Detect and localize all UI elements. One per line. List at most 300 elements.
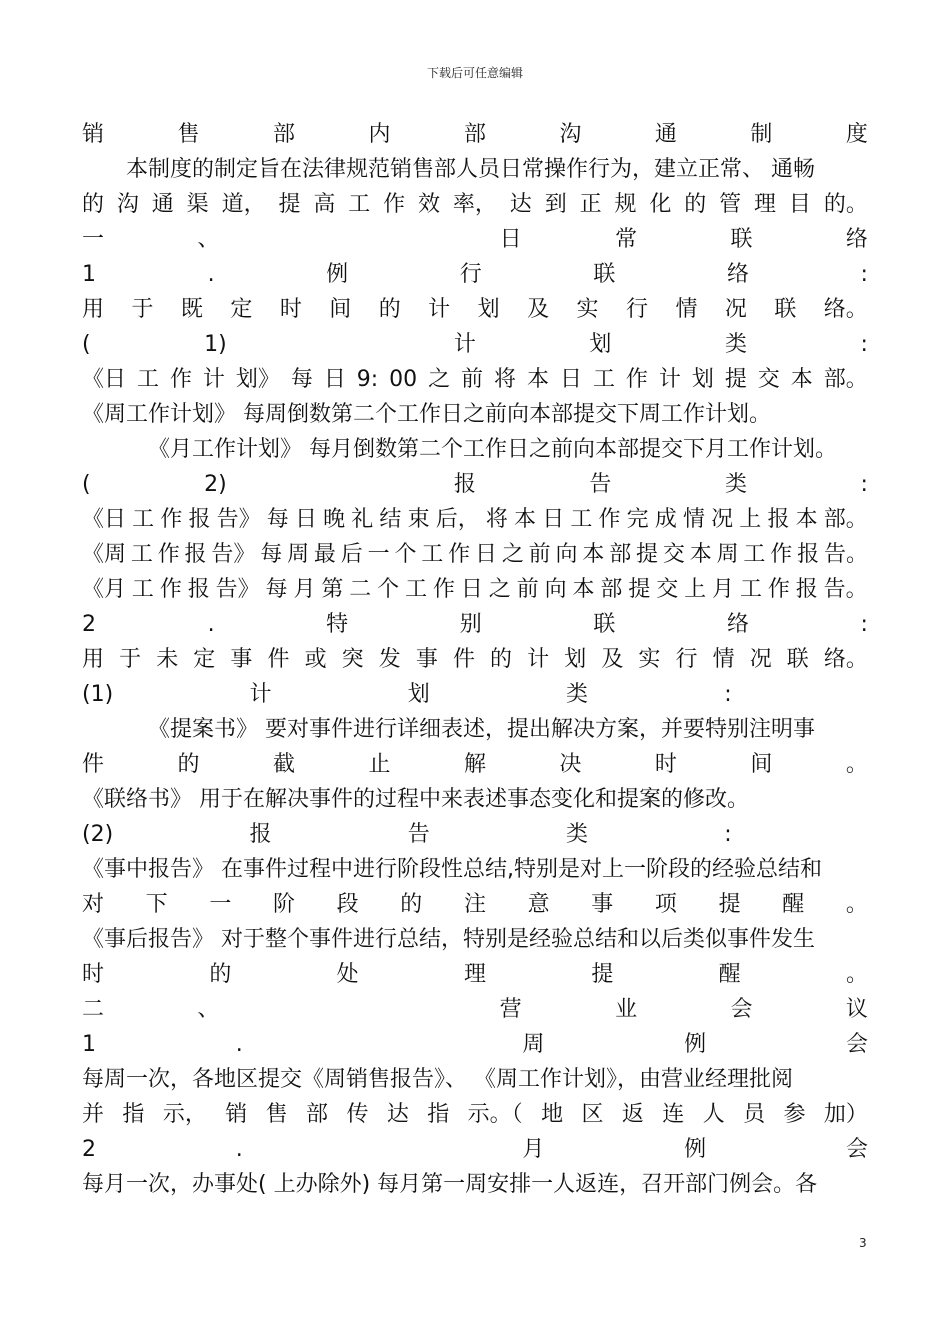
line-token: 将 <box>485 507 508 532</box>
line-token: 人 <box>702 1102 725 1127</box>
document-line <box>82 362 868 397</box>
line-token: 示， <box>162 1102 207 1127</box>
line-token: 划 <box>589 332 612 357</box>
document-line <box>82 992 868 1027</box>
line-token: 作 <box>159 577 182 602</box>
line-token: 络 <box>726 612 749 637</box>
line-token: 前 <box>461 367 484 392</box>
line-token: . <box>235 1032 243 1057</box>
line-token: 例 <box>684 1137 707 1162</box>
line-token: 结 <box>379 507 402 532</box>
line-token: 部 <box>600 577 623 602</box>
line-token: 传 <box>346 1102 369 1127</box>
line-token: 作 <box>625 367 648 392</box>
line-token: 提 <box>718 892 741 917</box>
line-token: 向 <box>544 577 567 602</box>
document-line: 《月工作计划》 每月倒数第二个工作日之前向本部提交下月工作计划。 <box>148 437 837 462</box>
document-line <box>82 817 868 852</box>
line-token: 事 <box>230 647 253 672</box>
line-token: 每 <box>265 577 288 602</box>
document-line <box>82 467 868 502</box>
line-token: : <box>860 612 868 637</box>
line-token: 况 <box>711 507 734 532</box>
document-line <box>82 537 868 572</box>
line-token: 络 <box>845 227 868 252</box>
line-token: 报 <box>795 577 818 602</box>
line-token: 理 <box>463 962 486 987</box>
line-token: 件 <box>452 647 475 672</box>
line-token: 划 <box>691 367 714 392</box>
line-token: 提 <box>636 542 659 567</box>
line-token: 到 <box>544 192 567 217</box>
document-line <box>82 117 868 152</box>
line-token: 销 <box>225 1102 248 1127</box>
line-token: 沟 <box>116 192 139 217</box>
line-token: 既 <box>180 297 203 322</box>
line-token: 连 <box>662 1102 685 1127</box>
line-token: 工 <box>570 507 593 532</box>
line-token: 报 <box>249 822 272 847</box>
line-token: 售 <box>265 1102 288 1127</box>
line-token: 实 <box>576 297 599 322</box>
line-token: 管 <box>719 192 742 217</box>
line-token: 件 <box>82 752 105 777</box>
line-token: 1 <box>82 262 96 287</box>
line-token: 正 <box>579 192 602 217</box>
line-token: 内 <box>368 122 391 147</box>
line-token: 行 <box>675 647 698 672</box>
line-token: 达 <box>386 1102 409 1127</box>
line-token: 第 <box>321 577 344 602</box>
line-token: 报 <box>187 577 210 602</box>
line-token: 解 <box>463 752 486 777</box>
document-body <box>82 117 868 1202</box>
line-token: 。 <box>845 962 868 987</box>
line-token: 《周 <box>82 542 127 567</box>
line-token: 告》 <box>215 577 260 602</box>
line-token: 告。 <box>823 542 868 567</box>
line-token: 时 <box>82 962 105 987</box>
line-token: 作 <box>169 367 192 392</box>
line-token: 道， <box>221 192 266 217</box>
line-token: 每 <box>260 542 283 567</box>
line-token: 00 <box>389 367 418 392</box>
line-token: : <box>860 332 868 357</box>
line-token: 止 <box>368 752 391 777</box>
line-token: 前 <box>516 577 539 602</box>
line-token: 报 <box>184 542 207 567</box>
line-token: 周 <box>522 1032 545 1057</box>
line-token: 、 <box>197 227 220 252</box>
line-token: 返 <box>621 1102 644 1127</box>
line-token: 日 <box>323 367 346 392</box>
line-token: 作 <box>432 577 455 602</box>
line-token: 事 <box>591 892 614 917</box>
line-token: 制 <box>750 122 773 147</box>
line-token: 提 <box>628 577 651 602</box>
document-line <box>82 642 868 677</box>
line-token: (1) <box>82 682 114 707</box>
line-token: 行 <box>625 297 648 322</box>
line-token: 本 <box>514 507 537 532</box>
document-line: 《事中报告》 在事件过程中进行阶段性总结,特别是对上一阶段的经验总结和 <box>82 857 822 882</box>
line-token: 提 <box>591 962 614 987</box>
line-token: 提 <box>278 192 301 217</box>
line-token: 2 <box>82 612 96 637</box>
line-token: 日 <box>460 577 483 602</box>
line-token: 处 <box>336 962 359 987</box>
line-token: 个 <box>377 577 400 602</box>
line-token: 工 <box>348 192 371 217</box>
line-token: 化 <box>649 192 672 217</box>
line-token: 段 <box>336 892 359 917</box>
line-token: 联 <box>774 297 797 322</box>
line-token: 况 <box>724 297 747 322</box>
line-token: 指 <box>122 1102 145 1127</box>
line-token: 前 <box>528 542 551 567</box>
line-token: ( <box>82 472 91 497</box>
line-token: 周 <box>716 542 739 567</box>
line-token: 况 <box>749 647 772 672</box>
line-token: 一 <box>209 892 232 917</box>
line-token: 划》 <box>235 367 280 392</box>
line-token: 本 <box>795 507 818 532</box>
line-token: 后 <box>340 542 363 567</box>
line-token: 月 <box>293 577 316 602</box>
line-token: 计 <box>658 367 681 392</box>
line-token: 业 <box>615 997 638 1022</box>
line-token: 通 <box>654 122 677 147</box>
line-token: 及 <box>527 297 550 322</box>
line-token: 联 <box>593 612 616 637</box>
line-token: 本 <box>527 367 550 392</box>
line-token: 。 <box>845 892 868 917</box>
line-token: 醒 <box>718 962 741 987</box>
line-token: 类 <box>724 332 747 357</box>
line-token: 未 <box>156 647 179 672</box>
document-line <box>82 747 868 782</box>
line-token: 决 <box>559 752 582 777</box>
line-token: 工 <box>743 542 766 567</box>
line-token: 意 <box>527 892 550 917</box>
line-token: 下 <box>145 892 168 917</box>
document-line <box>82 222 868 257</box>
document-line <box>82 327 868 362</box>
line-token: 后， <box>435 507 480 532</box>
line-token: 示。（ <box>467 1102 523 1127</box>
page-number: 3 <box>859 1236 867 1250</box>
line-token: 项 <box>654 892 677 917</box>
line-token: 的 <box>684 192 707 217</box>
line-token: 工 <box>132 507 155 532</box>
line-token: 情 <box>712 647 735 672</box>
line-token: 并 <box>82 1102 105 1127</box>
line-token: . <box>235 1137 243 1162</box>
line-token: 定 <box>193 647 216 672</box>
document-line <box>82 187 868 222</box>
line-token: 时 <box>279 297 302 322</box>
line-token: 实 <box>638 647 661 672</box>
line-token: 工 <box>131 577 154 602</box>
line-token: 部。 <box>823 507 868 532</box>
document-line: 每周一次，各地区提交《周销售报告》、 《周工作计划》，由营业经理批阅 <box>82 1067 793 1092</box>
line-token: 作 <box>770 542 793 567</box>
line-token: 部 <box>609 542 632 567</box>
line-token: 工 <box>739 577 762 602</box>
line-token: 告》 <box>211 542 256 567</box>
document-line <box>82 957 868 992</box>
line-token: 本 <box>572 577 595 602</box>
line-token: 定 <box>230 297 253 322</box>
line-token: 每 <box>266 507 289 532</box>
line-token: 二 <box>349 577 372 602</box>
line-token: 加） <box>823 1102 868 1127</box>
line-token: 络。 <box>823 297 868 322</box>
line-token: 最 <box>313 542 336 567</box>
line-token: 部 <box>306 1102 329 1127</box>
line-token: 本 <box>790 367 813 392</box>
line-token: 部 <box>272 122 295 147</box>
line-token: 参 <box>783 1102 806 1127</box>
line-token: 会 <box>845 1137 868 1162</box>
line-token: 2) <box>204 472 227 497</box>
line-token: . <box>207 262 215 287</box>
line-token: 2 <box>82 1137 96 1162</box>
document-line: 《联络书》 用于在解决事件的过程中来表述事态变化和提案的修改。 <box>82 787 749 812</box>
line-token: 成 <box>654 507 677 532</box>
line-token: 晚 <box>323 507 346 532</box>
line-token: 地 <box>541 1102 564 1127</box>
line-token: 及 <box>601 647 624 672</box>
line-token: 常 <box>615 227 638 252</box>
line-token: 率， <box>452 192 497 217</box>
line-token: 报 <box>453 472 476 497</box>
line-token: 作 <box>383 192 406 217</box>
line-token: 一 <box>82 227 105 252</box>
line-token: (2) <box>82 822 114 847</box>
page-header: 下载后可任意编辑 <box>426 66 523 80</box>
document-line <box>82 1027 868 1062</box>
line-token: 部。 <box>823 367 868 392</box>
line-token: 日 <box>474 542 497 567</box>
line-token: 完 <box>626 507 649 532</box>
line-token: 醒 <box>782 892 805 917</box>
line-token: 9: <box>356 367 379 392</box>
line-token: : <box>860 262 868 287</box>
line-token: 的 <box>177 752 200 777</box>
line-token: 的 <box>378 297 401 322</box>
line-token: 行 <box>459 262 482 287</box>
line-token: 件 <box>267 647 290 672</box>
line-token: 划 <box>477 297 500 322</box>
line-token: 于 <box>119 647 142 672</box>
line-token: 告 <box>407 822 430 847</box>
document-line <box>82 607 868 642</box>
line-token: 类 <box>724 472 747 497</box>
line-token: 注 <box>463 892 486 917</box>
line-token: 时 <box>654 752 677 777</box>
line-token: 《日 <box>82 367 127 392</box>
document-line <box>82 1097 868 1132</box>
line-token: 渠 <box>186 192 209 217</box>
line-token: 报 <box>767 507 790 532</box>
line-token: 效 <box>418 192 441 217</box>
line-token: 计 <box>202 367 225 392</box>
line-token: 告》 <box>216 507 261 532</box>
line-token: 1 <box>82 1032 96 1057</box>
line-token: 礼 <box>351 507 374 532</box>
document-line <box>82 257 868 292</box>
line-token: 例 <box>684 1032 707 1057</box>
line-token: 间 <box>329 297 352 322</box>
line-token: 上 <box>684 577 707 602</box>
line-token: 目 <box>788 192 811 217</box>
document-line <box>82 502 868 537</box>
line-token: 告 <box>589 472 612 497</box>
line-token: 周 <box>287 542 310 567</box>
line-token: 会 <box>845 1032 868 1057</box>
line-token: 作 <box>448 542 471 567</box>
line-token: 每 <box>290 367 313 392</box>
line-token: 之 <box>488 577 511 602</box>
line-token: 联 <box>730 227 753 252</box>
line-token: 将 <box>494 367 517 392</box>
line-token: 销 <box>82 122 105 147</box>
line-token: 之 <box>428 367 451 392</box>
line-token: 个 <box>394 542 417 567</box>
line-token: 情 <box>682 507 705 532</box>
line-token: 日 <box>294 507 317 532</box>
line-token: 报 <box>797 542 820 567</box>
line-token: 《月 <box>82 577 127 602</box>
line-token: 工 <box>136 367 159 392</box>
document-line: 本制度的制定旨在法律规范销售部人员日常操作行为，建立正常、 通畅 <box>126 157 815 182</box>
line-token: 规 <box>614 192 637 217</box>
line-token: 或 <box>304 647 327 672</box>
line-token: 的 <box>490 647 513 672</box>
line-token: 间 <box>750 752 773 777</box>
line-token: 类 <box>566 682 589 707</box>
line-token: 别 <box>459 612 482 637</box>
line-token: 特 <box>326 612 349 637</box>
line-token: 截 <box>272 752 295 777</box>
line-token: 划 <box>564 647 587 672</box>
line-token: 发 <box>378 647 401 672</box>
line-token: 1) <box>204 332 227 357</box>
line-token: 向 <box>555 542 578 567</box>
line-token: 例 <box>326 262 349 287</box>
line-token: 工 <box>130 542 153 567</box>
line-token: 指 <box>427 1102 450 1127</box>
line-token: 报 <box>188 507 211 532</box>
line-token: 络。 <box>823 647 868 672</box>
line-token: 工 <box>592 367 615 392</box>
line-token: : <box>724 682 732 707</box>
line-token: 《日 <box>82 507 127 532</box>
document-line: 《事后报告》 对于整个事件进行总结，特别是经验总结和以后类似事件发生 <box>82 927 815 952</box>
line-token: 理 <box>754 192 777 217</box>
line-token: 告。 <box>823 577 868 602</box>
line-token: 工 <box>421 542 444 567</box>
line-token: 会 <box>730 997 753 1022</box>
line-token: 划 <box>407 682 430 707</box>
document-line <box>82 292 868 327</box>
line-token: 作 <box>160 507 183 532</box>
line-token: : <box>724 822 732 847</box>
line-token: 议 <box>845 997 868 1022</box>
line-token: ( <box>82 332 91 357</box>
line-token: 用 <box>82 297 105 322</box>
line-token: 的 <box>209 962 232 987</box>
line-token: 售 <box>177 122 200 147</box>
document-line: 《提案书》 要对事件进行详细表述，提出解决方案，并要特别注明事 <box>148 717 815 742</box>
line-token: 。 <box>845 752 868 777</box>
document-line: 每月一次，办事处( 上办除外) 每月第一周安排一人返连，召开部门例会。各 <box>82 1172 818 1197</box>
document-line <box>82 572 868 607</box>
document-line <box>82 677 868 712</box>
line-token: 络 <box>726 262 749 287</box>
line-token: 突 <box>341 647 364 672</box>
line-token: 部 <box>463 122 486 147</box>
line-token: 作 <box>598 507 621 532</box>
line-token: 高 <box>313 192 336 217</box>
line-token: 通 <box>151 192 174 217</box>
line-token: 计 <box>428 297 451 322</box>
line-token: 日 <box>542 507 565 532</box>
line-token: 、 <box>197 997 220 1022</box>
line-token: 计 <box>249 682 272 707</box>
line-token: 的 <box>400 892 423 917</box>
line-token: 本 <box>689 542 712 567</box>
line-token: : <box>860 472 868 497</box>
line-token: 的。 <box>823 192 868 217</box>
line-token: 类 <box>566 822 589 847</box>
line-token: 日 <box>499 227 522 252</box>
line-token: 沟 <box>559 122 582 147</box>
line-token: 工 <box>405 577 428 602</box>
document-line: 《周工作计划》 每周倒数第二个工作日之前向本部提交下周工作计划。 <box>82 402 771 427</box>
line-token: 交 <box>757 367 780 392</box>
line-token: 交 <box>662 542 685 567</box>
line-token: 员 <box>743 1102 766 1127</box>
line-token: 计 <box>453 332 476 357</box>
line-token: 阶 <box>272 892 295 917</box>
line-token: 事 <box>415 647 438 672</box>
line-token: . <box>207 612 215 637</box>
line-token: 计 <box>527 647 550 672</box>
line-token: 之 <box>501 542 524 567</box>
line-token: 联 <box>593 262 616 287</box>
line-token: 一 <box>367 542 390 567</box>
line-token: 达 <box>509 192 532 217</box>
line-token: 联 <box>786 647 809 672</box>
line-token: 度 <box>845 122 868 147</box>
line-token: 作 <box>767 577 790 602</box>
line-token: 束 <box>407 507 430 532</box>
line-token: 营 <box>499 997 522 1022</box>
line-token: 日 <box>559 367 582 392</box>
line-token: 对 <box>82 892 105 917</box>
line-token: 提 <box>724 367 747 392</box>
line-token: 月 <box>712 577 735 602</box>
line-token: 交 <box>656 577 679 602</box>
line-token: 二 <box>82 997 105 1022</box>
line-token: 的 <box>82 192 105 217</box>
line-token: 于 <box>131 297 154 322</box>
line-token: 用 <box>82 647 105 672</box>
line-token: 区 <box>581 1102 604 1127</box>
document-line <box>82 887 868 922</box>
